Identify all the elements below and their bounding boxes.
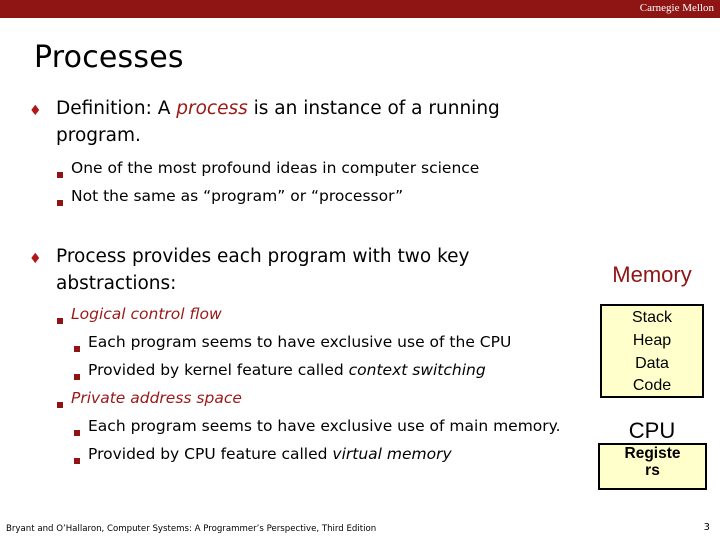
bullet-marker-icon: ♦ [29, 103, 42, 119]
memory-row-code: Code [632, 377, 672, 394]
logical-item-2-prefix: Provided by kernel feature called [88, 361, 349, 379]
registers-line-2: rs [645, 462, 660, 479]
definition-text [56, 95, 580, 122]
registers-box [598, 443, 707, 490]
logical-control-flow-label: Logical control flow [71, 305, 222, 323]
private-item-2-prefix: Provided by CPU feature called [88, 445, 333, 463]
definition-term: process [176, 98, 248, 119]
bullet-definition [29, 95, 580, 149]
square-bullet-icon [74, 430, 80, 436]
footer-citation: Bryant and O’Hallaron, Computer Systems: A Programmer’s Perspective, Third Edition [6, 524, 377, 534]
bullet-marker-icon: ♦ [29, 251, 42, 267]
definition-subitem-2: Not the same as “program” or “processor” [71, 187, 404, 205]
private-item-1: Each program seems to have exclusive use of main memory. [88, 417, 561, 435]
definition-prefix: Definition: A [56, 98, 177, 119]
registers-label [600, 445, 705, 479]
page-number: 3 [703, 522, 710, 533]
memory-box [600, 304, 704, 398]
cpu-title: CPU [628, 418, 676, 443]
bullet-abstractions [29, 243, 580, 297]
square-bullet-icon [74, 458, 80, 464]
logical-item-2 [88, 360, 486, 380]
square-bullet-icon [57, 200, 63, 206]
memory-row-heap: Heap [632, 332, 672, 349]
registers-line-1: Registe [624, 445, 681, 462]
memory-row-stack: Stack [631, 309, 672, 326]
logical-item-1: Each program seems to have exclusive use of the CPU [88, 333, 512, 351]
header-bar [0, 0, 720, 18]
private-item-2 [88, 444, 452, 464]
memory-title: Memory [612, 262, 692, 287]
private-item-2-term: virtual memory [332, 445, 452, 463]
abstractions-line2: abstractions: [56, 273, 177, 294]
definition-suffix: is an instance of a running [247, 98, 500, 119]
square-bullet-icon [74, 346, 80, 352]
private-address-space-label: Private address space [71, 389, 242, 407]
square-bullet-icon [57, 318, 63, 324]
square-bullet-icon [74, 374, 80, 380]
abstractions-line1: Process provides each program with two key [56, 246, 470, 267]
slide-title: Processes [34, 40, 184, 75]
square-bullet-icon [57, 172, 63, 178]
brand-label: Carnegie Mellon [639, 2, 714, 14]
definition-line2: program. [56, 125, 141, 146]
logical-item-2-term: context switching [348, 361, 486, 379]
memory-row-data: Data [635, 355, 669, 372]
square-bullet-icon [57, 402, 63, 408]
definition-subitem-1: One of the most profound ideas in computer science [71, 159, 480, 177]
